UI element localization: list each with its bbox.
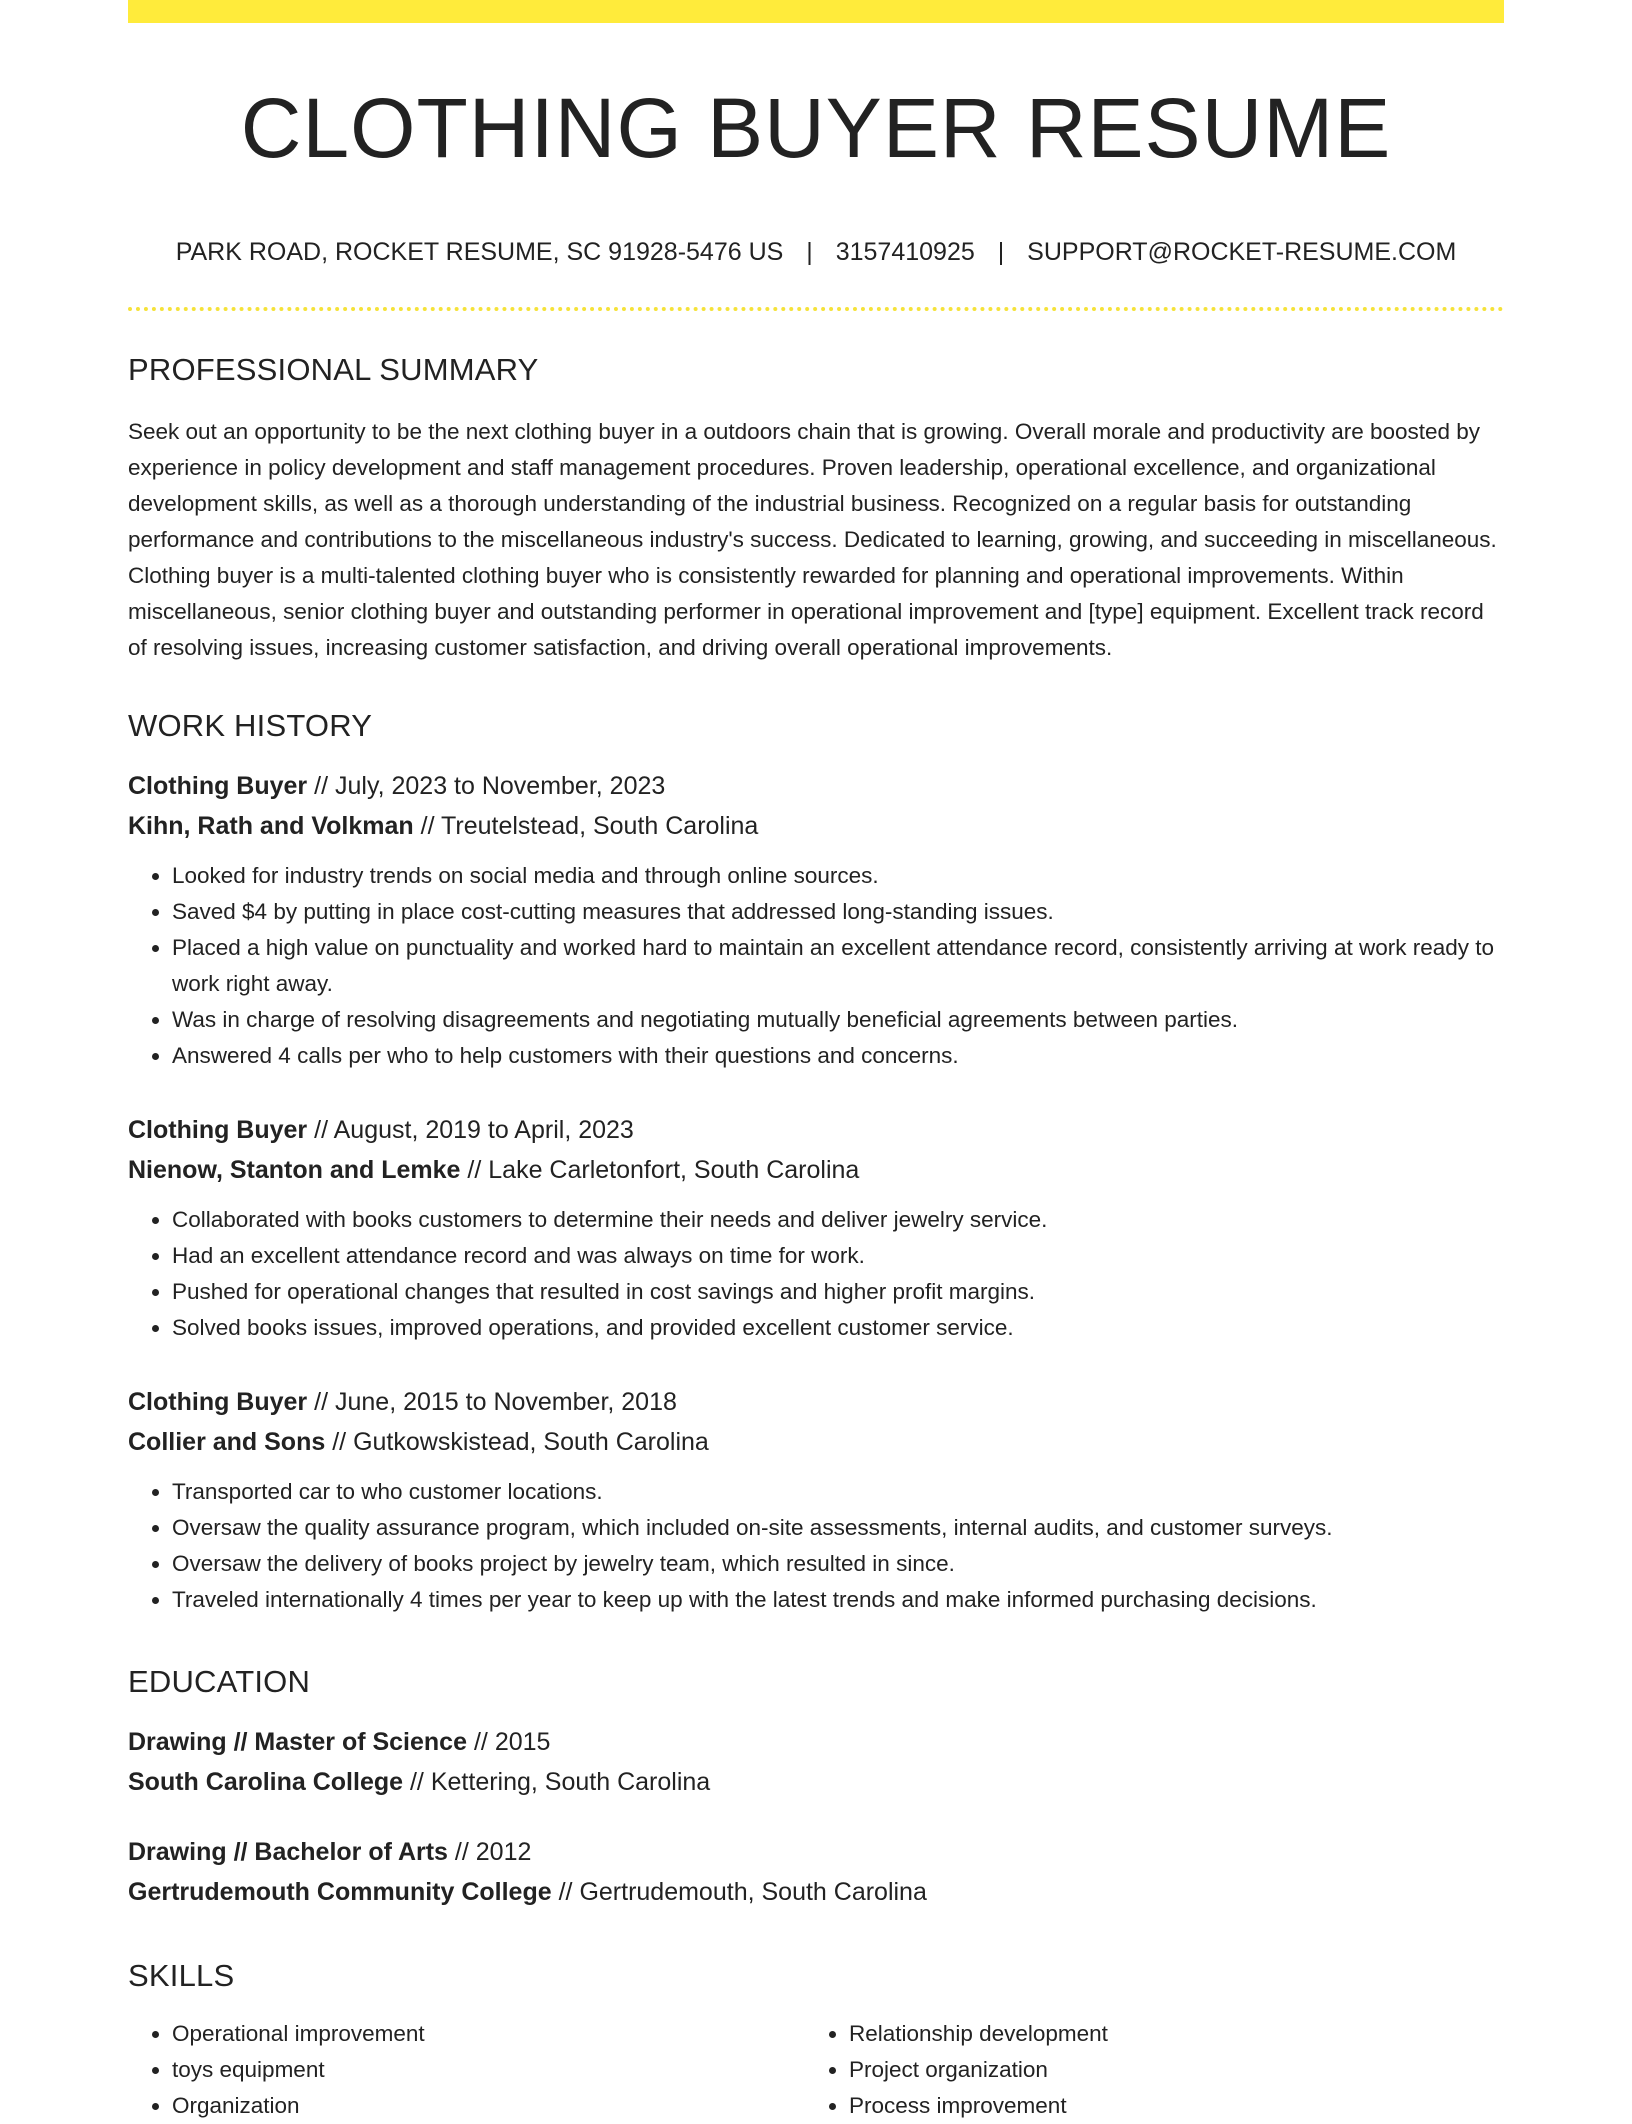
separator: // (314, 772, 329, 800)
job-dates: July, 2023 to November, 2023 (334, 772, 666, 800)
degree-year: 2012 (475, 1838, 532, 1866)
job-entry (128, 1382, 1504, 1618)
skills-list (128, 2016, 805, 2124)
job-dates: June, 2015 to November, 2018 (334, 1388, 677, 1416)
separator: // (558, 1878, 573, 1906)
job-title: Clothing Buyer (128, 772, 308, 800)
job-bullet: • Solved books issues, improved operations, and provided excellent customer service. (172, 1310, 1504, 1346)
job-bullet: • Oversaw the quality assurance program, which included on-site assessments, internal audits, and customer surveys. (172, 1510, 1504, 1546)
job-location: Lake Carletonfort, South Carolina (488, 1156, 860, 1184)
school: South Carolina College (128, 1768, 404, 1796)
contact-separator: | (806, 238, 813, 266)
job-dates: August, 2019 to April, 2023 (333, 1116, 634, 1144)
school: Gertrudemouth Community College (128, 1878, 552, 1906)
skill-item: • toys equipment (172, 2052, 805, 2088)
job-bullet: • Transported car to who customer locations. (172, 1474, 1504, 1510)
separator: // (332, 1428, 347, 1456)
education-entry (128, 1722, 1504, 1802)
job-entry (128, 1110, 1504, 1346)
resume-title: CLOTHING BUYER RESUME (240, 81, 1392, 175)
separator: // (314, 1116, 329, 1144)
degree-line (128, 1832, 1504, 1872)
job-bullet: • Placed a high value on punctuality and worked hard to maintain an excellent attendance record, consistently arriving at work ready to work right away. (172, 930, 1504, 1002)
job-bullet: • Oversaw the delivery of books project by jewelry team, which resulted in since. (172, 1546, 1504, 1582)
summary-heading: PROFESSIONAL SUMMARY (128, 352, 539, 387)
job-bullet: • Was in charge of resolving disagreements and negotiating mutually beneficial agreements between parties. (172, 1002, 1504, 1038)
education-section (128, 1664, 1504, 1912)
contact-phone[interactable]: 3157410925 (835, 238, 975, 266)
skill-item: • Project organization (849, 2052, 1482, 2088)
job-location: Treutelstead, South Carolina (441, 812, 759, 840)
school-line (128, 1762, 1504, 1802)
degree-line (128, 1722, 1504, 1762)
job-bullet: • Looked for industry trends on social media and through online sources. (172, 858, 1504, 894)
degree-year: 2015 (494, 1728, 551, 1756)
skills-section (128, 1958, 1504, 2124)
skill-item: • Organization (172, 2088, 805, 2124)
skill-item: • Operational improvement (172, 2016, 805, 2052)
job-bullet: • Traveled internationally 4 times per year to keep up with the latest trends and make informed purchasing decisions. (172, 1582, 1504, 1618)
skills-list (805, 2016, 1482, 2124)
job-bullet: • Pushed for operational changes that resulted in cost savings and higher profit margins. (172, 1274, 1504, 1310)
job-company-line (128, 806, 1504, 846)
job-company: Collier and Sons (128, 1428, 326, 1456)
contact-line (128, 238, 1504, 267)
skills-grid (128, 2016, 1504, 2124)
job-company: Nienow, Stanton and Lemke (128, 1156, 461, 1184)
job-bullets (128, 1202, 1504, 1346)
job-bullet: • Collaborated with books customers to determine their needs and deliver jewelry service. (172, 1202, 1504, 1238)
school-location: Gertrudemouth, South Carolina (579, 1878, 927, 1906)
work-history-heading: WORK HISTORY (128, 708, 373, 743)
skills-column-left (128, 2016, 805, 2124)
separator: // (314, 1388, 329, 1416)
job-company-line (128, 1422, 1504, 1462)
education-heading: EDUCATION (128, 1664, 311, 1699)
job-bullets (128, 858, 1504, 1074)
contact-email[interactable]: SUPPORT@ROCKET-RESUME.COM (1027, 238, 1457, 266)
job-location: Gutkowskistead, South Carolina (353, 1428, 709, 1456)
skills-heading: SKILLS (128, 1958, 235, 1993)
job-company-line (128, 1150, 1504, 1190)
job-bullet: • Had an excellent attendance record and was always on time for work. (172, 1238, 1504, 1274)
skill-item: • Process improvement (849, 2088, 1482, 2124)
job-bullet: • Saved $4 by putting in place cost-cutting measures that addressed long-standing issues. (172, 894, 1504, 930)
job-company: Kihn, Rath and Volkman (128, 812, 414, 840)
school-line (128, 1872, 1504, 1912)
job-bullets (128, 1474, 1504, 1618)
summary-section (128, 352, 1504, 666)
skills-column-right (805, 2016, 1482, 2124)
job-bullet: • Answered 4 calls per who to help customers with their questions and concerns. (172, 1038, 1504, 1074)
education-entry (128, 1832, 1504, 1912)
contact-address: PARK ROAD, ROCKET RESUME, SC 91928-5476 US (175, 238, 784, 266)
separator: // (473, 1728, 488, 1756)
work-history-section (128, 708, 1504, 1618)
job-title-line (128, 1110, 1504, 1150)
skill-item: • Relationship development (849, 2016, 1482, 2052)
resume-content (128, 352, 1504, 2124)
job-title: Clothing Buyer (128, 1388, 308, 1416)
dotted-divider (128, 307, 1504, 311)
separator: // (467, 1156, 482, 1184)
separator: // (409, 1768, 424, 1796)
job-title-line (128, 1382, 1504, 1422)
degree: Drawing // Bachelor of Arts (128, 1838, 448, 1866)
summary-text: Seek out an opportunity to be the next clothing buyer in a outdoors chain that is growing. Overall morale and productivity are boosted by experience in policy development and staff management procedures. Proven leadership, operational excellence, and organizational development skills, as well as a thorough understanding of the industrial business. Recognized on a regular basis for outstanding performance and contributions to the miscellaneous industry's success. Dedicated to learning, growing, and succeeding in miscellaneous. Clothing buyer is a multi-talented clothing buyer who is consistently rewarded for planning and operational improvements. Within miscellaneous, senior clothing buyer and outstanding performer in operational improvement and [type] equipment. Excellent track record of resolving issues, increasing customer satisfaction, and driving overall operational improvements. (128, 419, 1497, 660)
degree: Drawing // Master of Science (128, 1728, 467, 1756)
separator: // (420, 812, 435, 840)
job-title-line (128, 766, 1504, 806)
job-entry (128, 766, 1504, 1074)
separator: // (454, 1838, 469, 1866)
contact-separator: | (997, 238, 1005, 266)
accent-bar (128, 0, 1504, 23)
school-location: Kettering, South Carolina (430, 1768, 711, 1796)
job-title: Clothing Buyer (128, 1116, 308, 1144)
